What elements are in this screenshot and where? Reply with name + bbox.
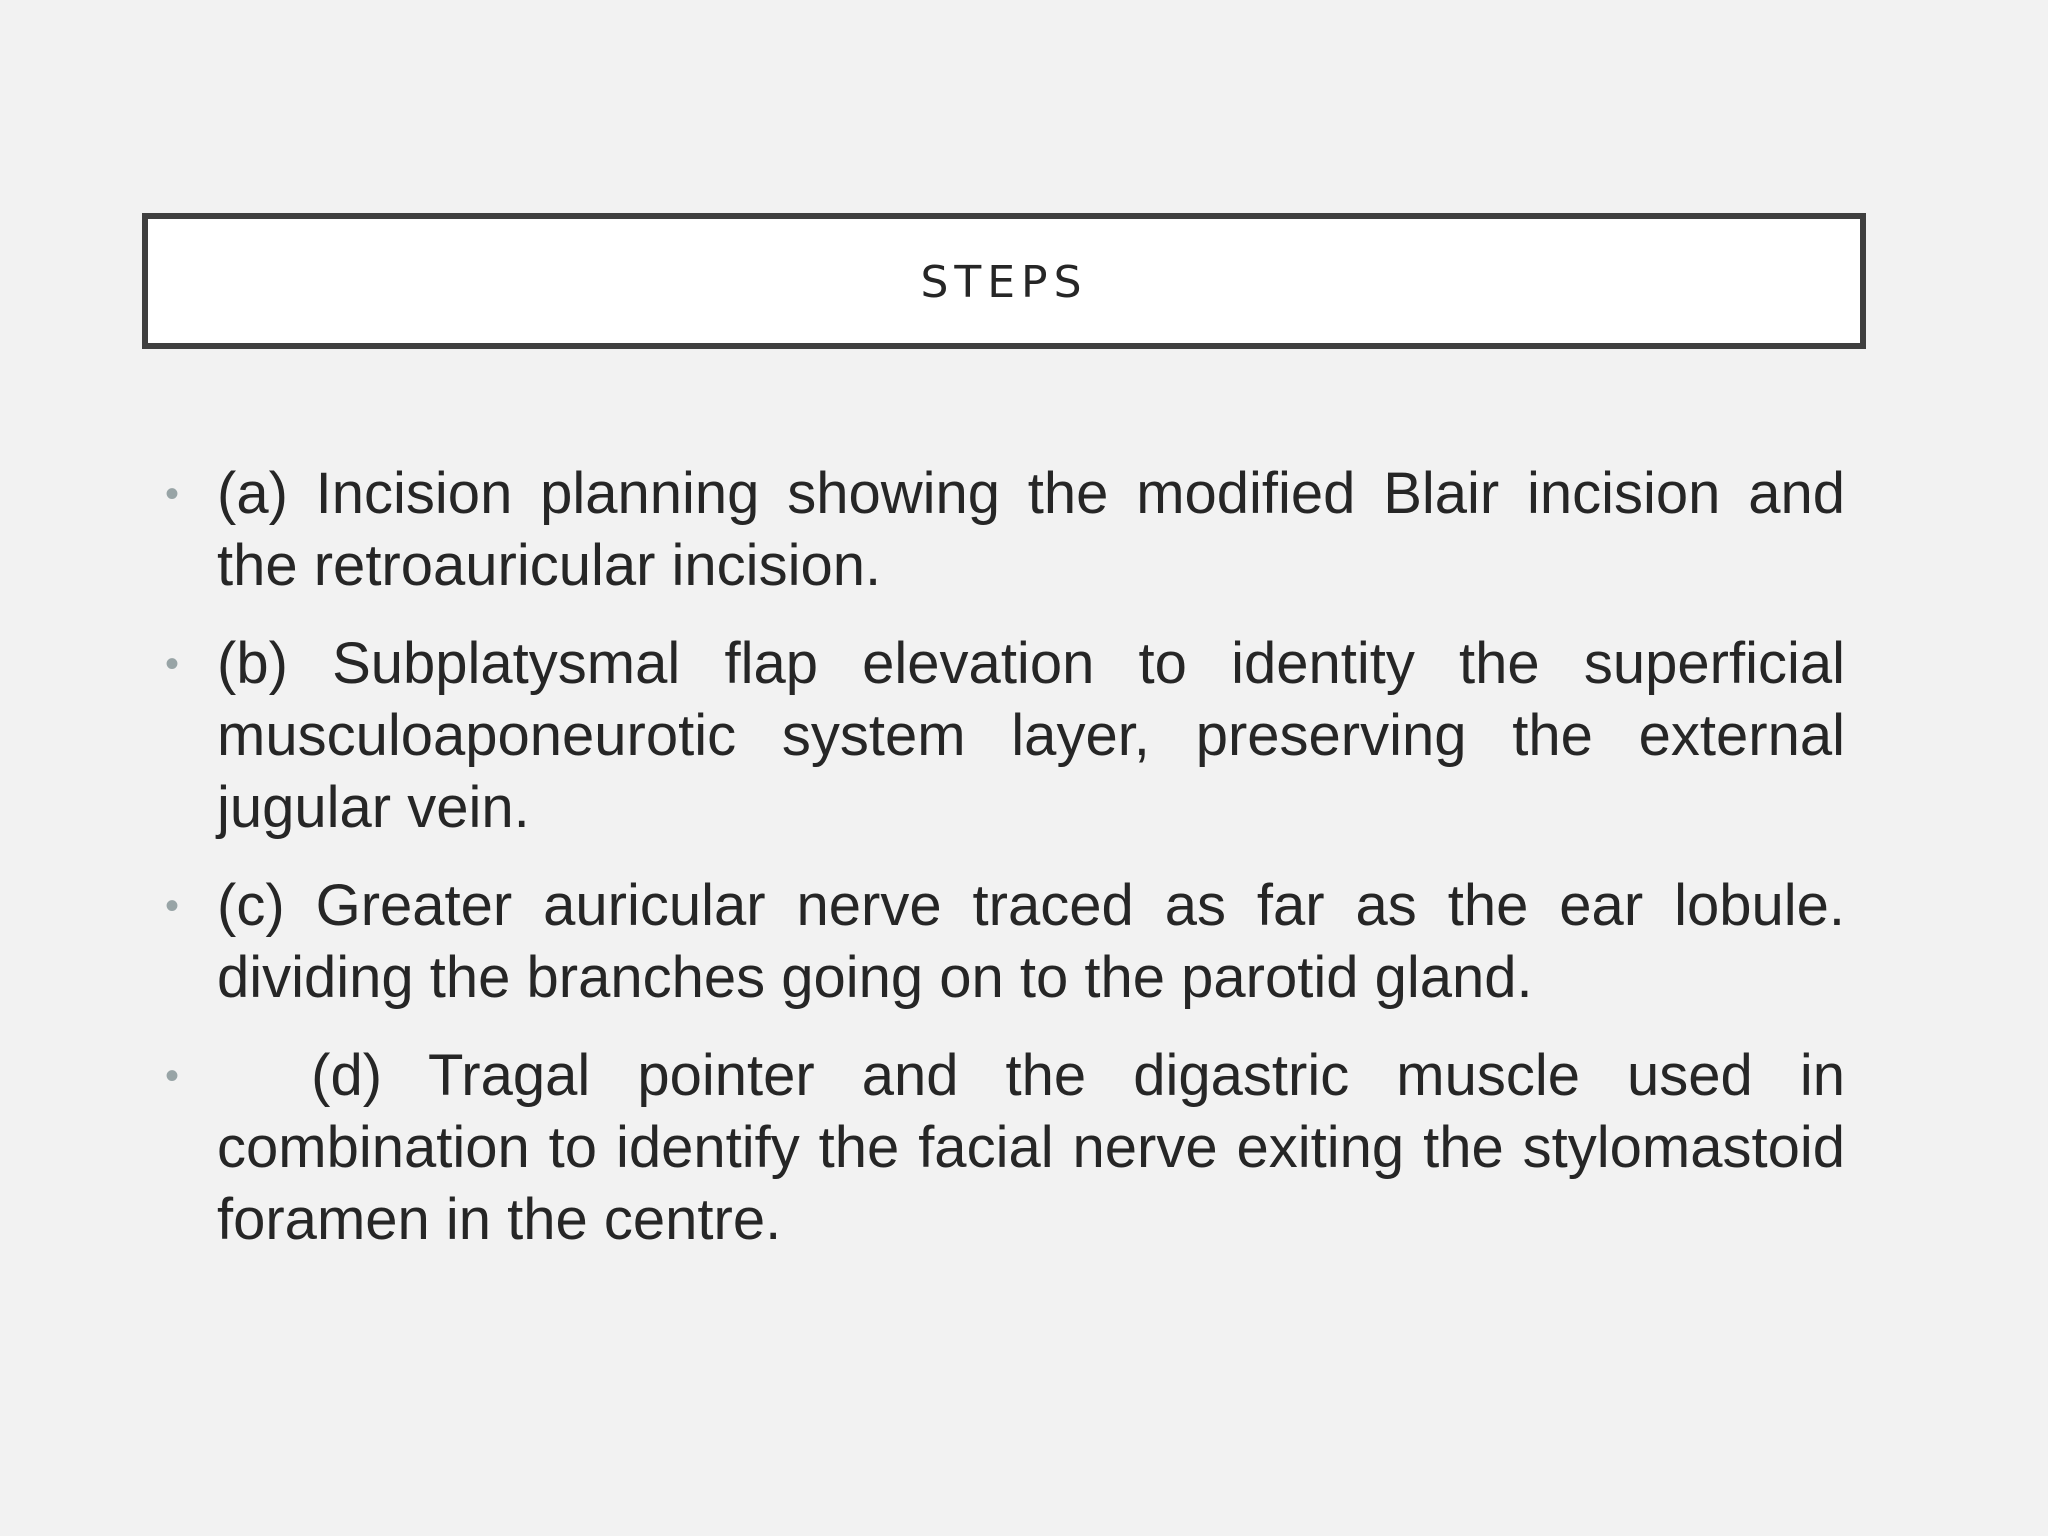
bullet-item-b: [165, 628, 1845, 844]
bullet-text-d: (d) Tragal pointer and the digastric muscle used in combination to identify the facial nerve exiting the stylomastoid foramen in the centre.: [217, 1043, 1862, 1252]
bullet-dot-icon: •: [165, 1054, 180, 1098]
title-box: [142, 213, 1866, 349]
bullet-text-b: (b) Subplatysmal flap elevation to identity the superficial musculoaponeurotic system layer, preserving the external jugular vein.: [217, 631, 1845, 840]
bullet-dot-icon: •: [165, 472, 180, 516]
slide-title: STEPS: [920, 257, 1088, 308]
bullet-item-c: [165, 870, 1845, 1014]
bullet-text-a: (a) Incision planning showing the modified Blair incision and the retroauricular incision.: [217, 461, 1845, 598]
bullet-dot-icon: •: [165, 642, 180, 686]
bullet-item-d: [165, 1040, 1862, 1256]
bullet-text-c: (c) Greater auricular nerve traced as far as the ear lobule. dividing the branches going on to the parotid gland.: [217, 873, 1845, 1010]
bullet-list: [165, 458, 1862, 1282]
bullet-item-a: [165, 458, 1845, 602]
bullet-dot-icon: •: [165, 884, 180, 928]
